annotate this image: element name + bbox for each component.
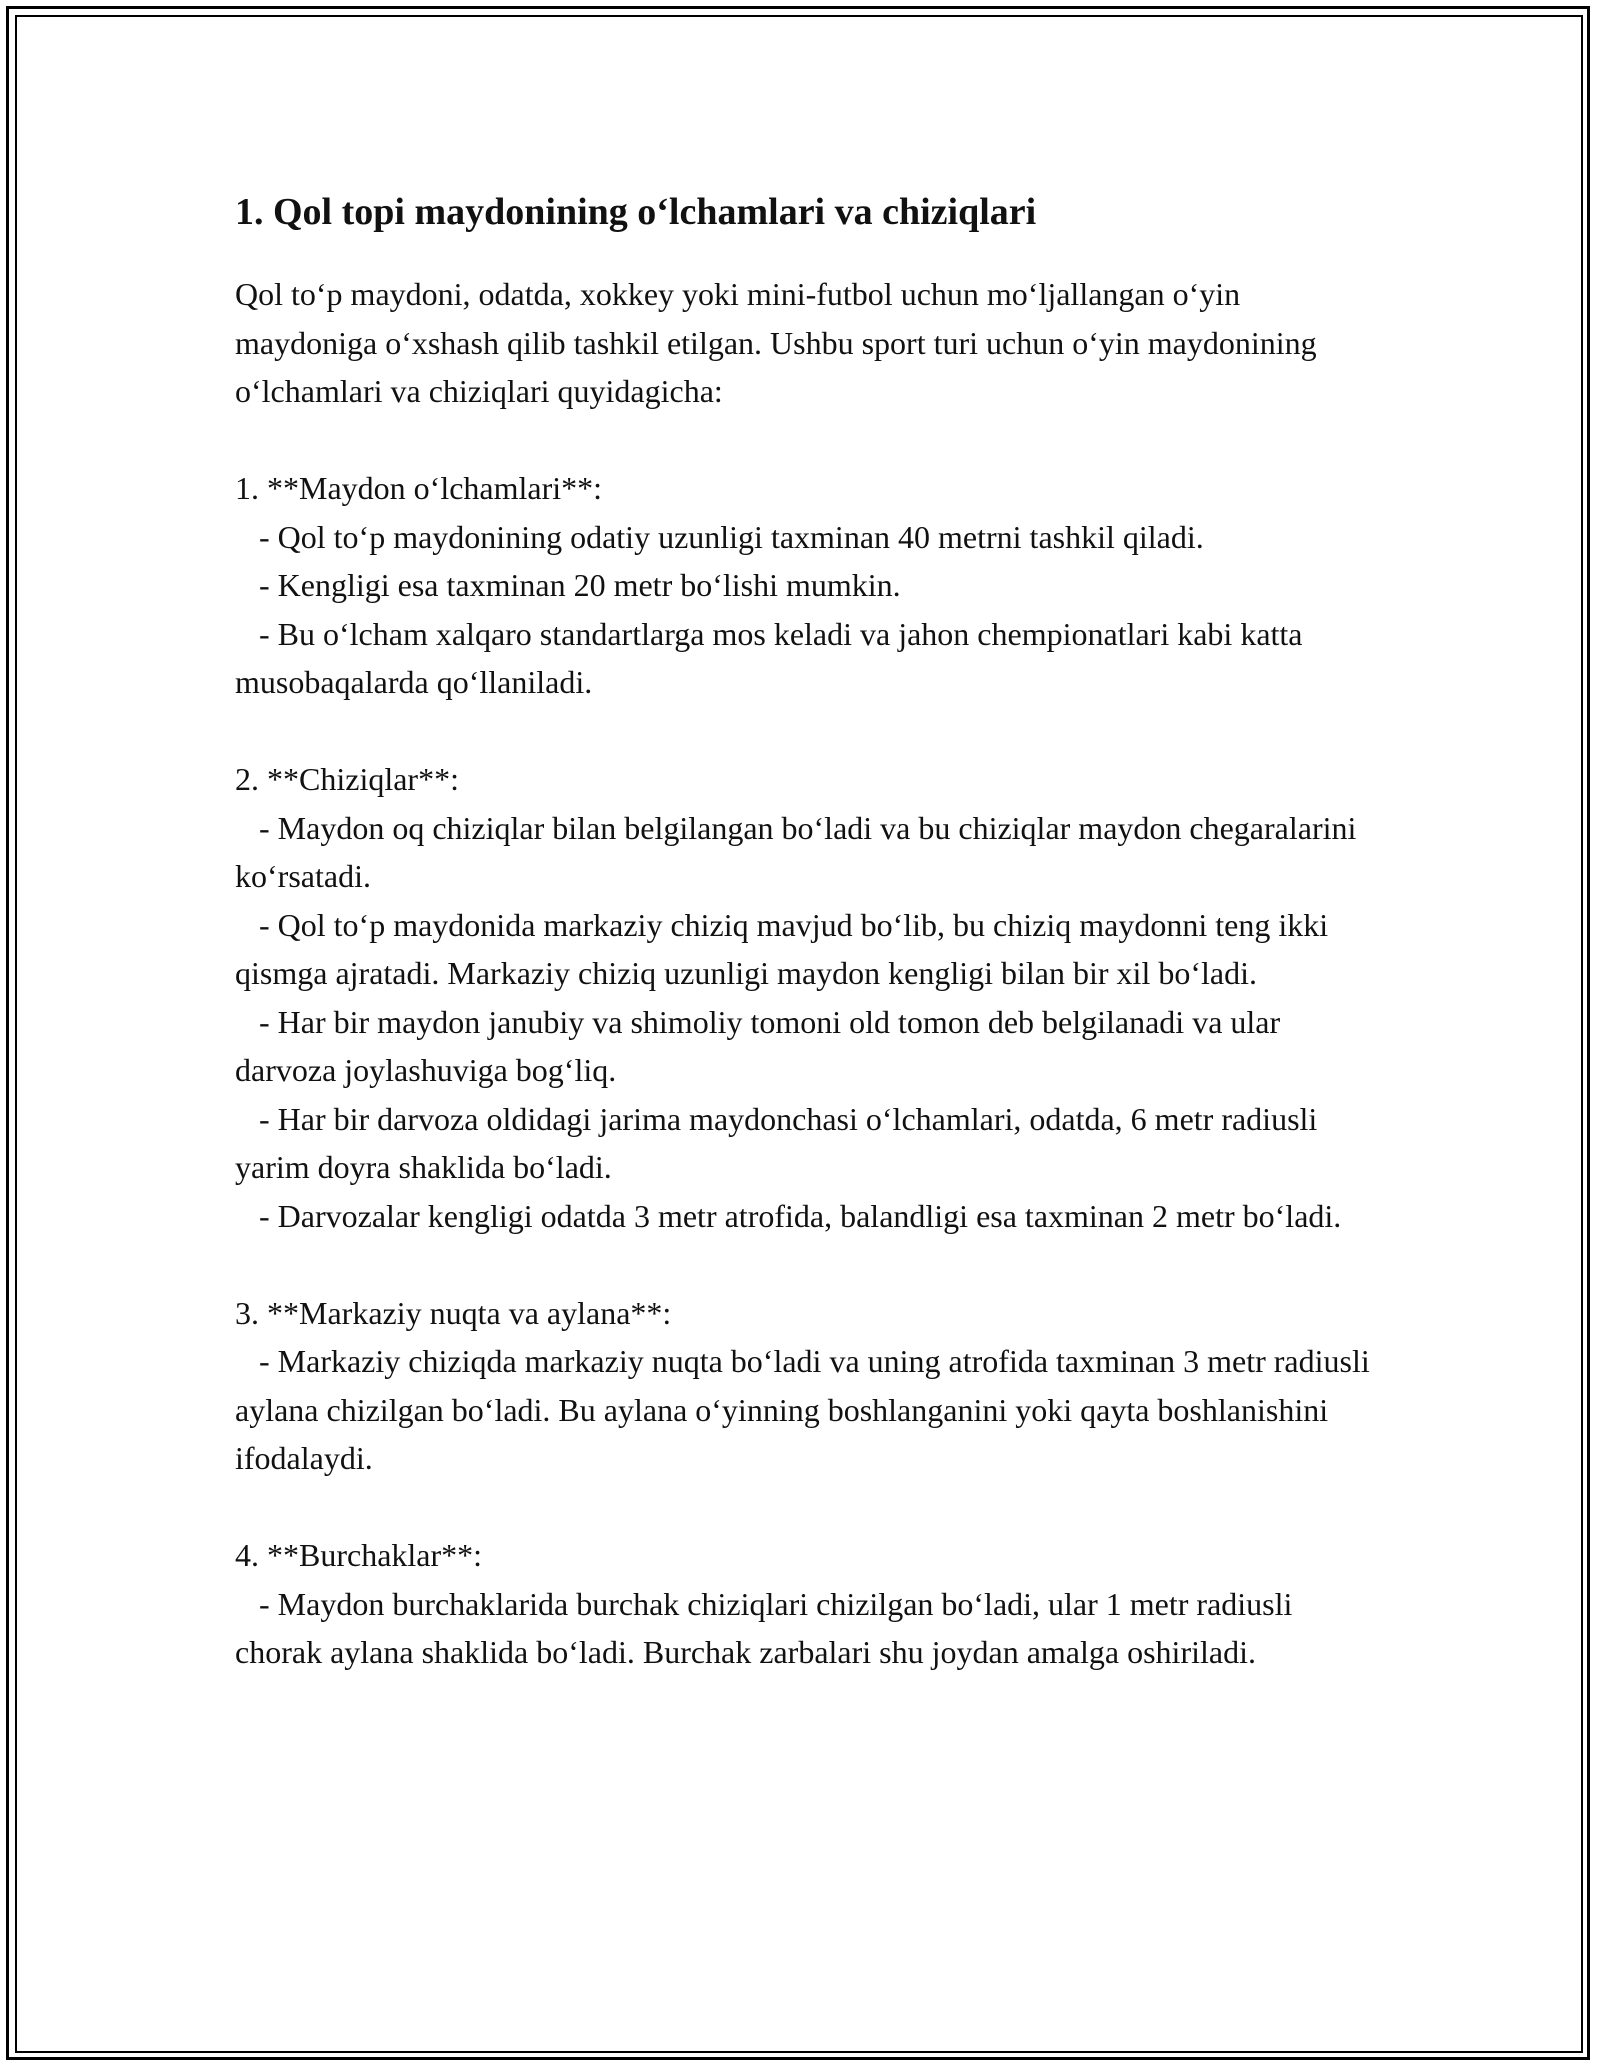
list-item: - Markaziy chiziqda markaziy nuqta bo‘ladi va uning atrofida taxminan 3 metr radiusli aylana chizilgan bo‘ladi. Bu aylana o‘yinning boshlanganini yoki qayta boshlanishini ifodalaydi. xyxy=(235,1343,1370,1476)
section-heading: 3. **Markaziy nuqta va aylana**: xyxy=(235,1294,672,1331)
list-item: - Bu o‘lcham xalqaro standartlarga mos keladi va jahon chempionatlari kabi katta musobaqalarda qo‘llaniladi. xyxy=(235,615,1303,700)
section-heading: 2. **Chiziqlar**: xyxy=(235,761,459,797)
list-item: - Maydon burchaklarida burchak chiziqlari chizilgan bo‘ladi, ular 1 metr radiusli chorak aylana shaklida bo‘ladi. Burchak zarbalari shu joydan amalga oshiriladi. xyxy=(235,1585,1293,1670)
section-2 xyxy=(235,755,1375,1240)
section-3 xyxy=(235,1289,1375,1483)
list-item: - Qol to‘p maydonining odatiy uzunligi taxminan 40 metrni tashkil qiladi. xyxy=(259,518,1204,555)
list-item: - Har bir darvoza oldidagi jarima maydonchasi o‘lchamlari, odatda, 6 metr radiusli yarim doyra shaklida bo‘ladi. xyxy=(235,1100,1318,1185)
section-4 xyxy=(235,1531,1375,1677)
list-item: - Har bir maydon janubiy va shimoliy tomoni old tomon deb belgilanadi va ular darvoza joylashuviga bog‘liq. xyxy=(235,1003,1281,1088)
section-1 xyxy=(235,464,1375,707)
list-item: - Qol to‘p maydonida markaziy chiziq mavjud bo‘lib, bu chiziq maydonni teng ikki qismga ajratadi. Markaziy chiziq uzunligi maydon kengligi bilan bir xil bo‘ladi. xyxy=(235,906,1329,991)
document-title: 1. Qol topi maydonining o‘lchamlari va chiziqlari xyxy=(235,191,1037,233)
section-heading: 4. **Burchaklar**: xyxy=(235,1537,483,1573)
list-item: - Darvozalar kengligi odatda 3 metr atrofida, balandligi esa taxminan 2 metr bo‘ladi. xyxy=(259,1197,1342,1234)
list-item: - Maydon oq chiziqlar bilan belgilangan bo‘ladi va bu chiziqlar maydon chegaralarini ko‘rsatadi. xyxy=(235,809,1357,894)
document-body xyxy=(235,186,1375,1677)
section-heading: 1. **Maydon o‘lchamlari**: xyxy=(235,470,603,506)
intro-paragraph: Qol to‘p maydoni, odatda, xokkey yoki mini-futbol uchun mo‘ljallangan o‘yin maydoniga o‘xshash qilib tashkil etilgan. Ushbu sport turi uchun o‘yin maydonining o‘lchamlari va chiziqlari quyidagicha: xyxy=(235,276,1317,409)
list-item: - Kengligi esa taxminan 20 metr bo‘lishi mumkin. xyxy=(259,567,901,603)
